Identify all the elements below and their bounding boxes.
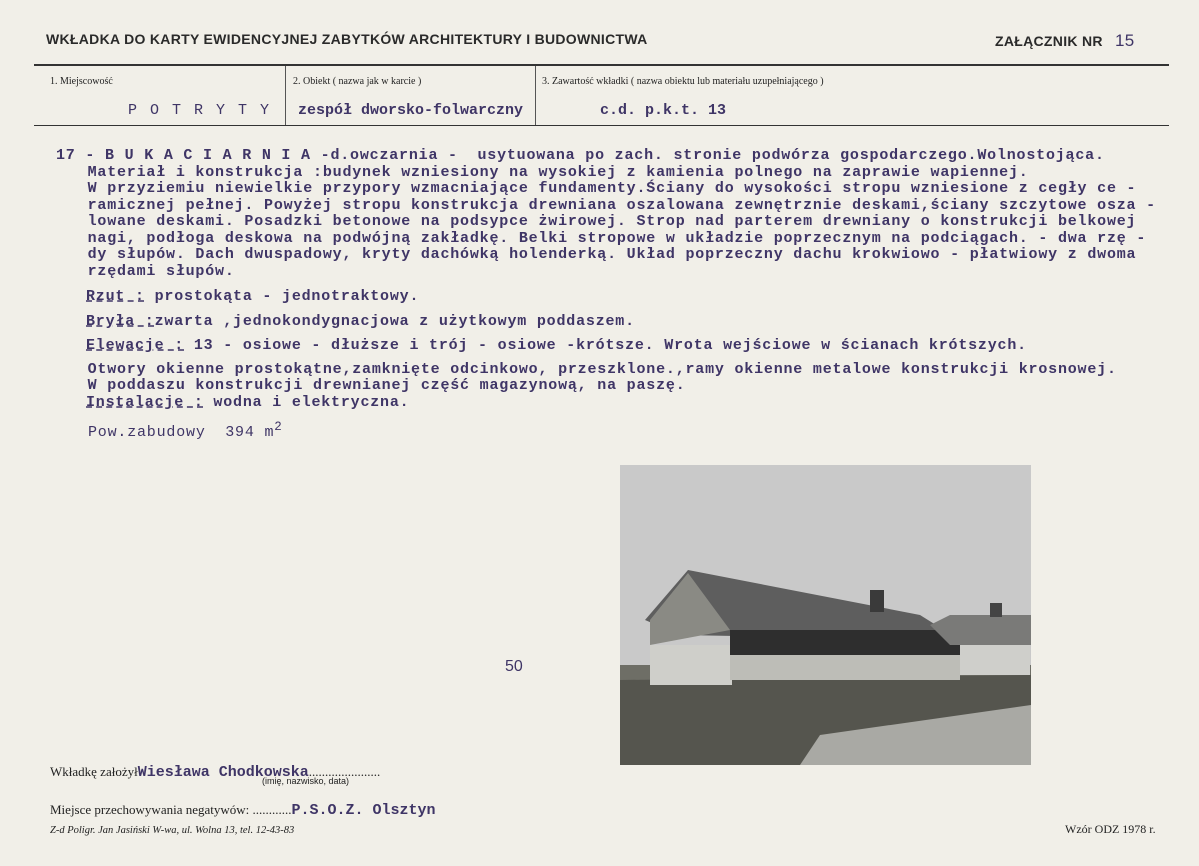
- section-value: 13 - osiowe - dłuższe i trój - osiowe -krótsze. Wrota wejściowe w ścianach krótszych.: [184, 337, 1027, 354]
- unit-superscript: 2: [274, 420, 283, 434]
- text-line: rzędami słupów.: [68, 263, 235, 280]
- form-number: Wzór ODZ 1978 r.: [1065, 822, 1156, 836]
- built-area: [88, 419, 283, 441]
- printer-note: Z-d Poligr. Jan Jasiński W-wa, ul. Wolna 13, tel. 12-43-83: [50, 825, 295, 836]
- author-value: Wiesława Chodkowska: [137, 764, 309, 781]
- text-line: W przyziemiu niewielkie przypory wzmacniające fundamenty.Ściany do wysokości stropu wzniesione z cegły ce -: [68, 180, 1137, 197]
- section-label: Rzut :: [86, 288, 145, 305]
- negatives-label: Miejsce przechowywania negatywów: ............: [50, 802, 292, 817]
- divider: [34, 64, 1169, 66]
- section-label: Bryła :: [86, 313, 155, 330]
- divider: [34, 125, 1169, 126]
- annex-label: [995, 31, 1135, 51]
- section-elewacje: [86, 337, 1027, 354]
- text-line: ramicznej pełnej. Powyżej stropu konstrukcja drewniana oszalowana zewnętrznie deskami,ściany szczytowe osza -: [68, 197, 1156, 214]
- building-photo: [620, 465, 1031, 765]
- dots: ......................: [308, 764, 381, 779]
- field-label-object: 2. Obiekt ( nazwa jak w karcie ): [293, 76, 422, 87]
- section-label: Elewacje :: [86, 337, 185, 354]
- contents-value: c.d. p.k.t. 13: [600, 102, 727, 119]
- built-area-value: 394 m: [225, 424, 275, 441]
- document-title: WKŁADKA DO KARTY EWIDENCYJNEJ ZABYTKÓW ARCHITEKTURY I BUDOWNICTWA: [46, 31, 648, 47]
- text-line: nagi, podłoga deskowa na podwójną zakładkę. Belki stropowe w układzie poprzecznym na podciągach. - dwa rzę -: [68, 230, 1147, 247]
- section-bryla: [86, 313, 635, 330]
- negatives-value: P.S.O.Z. Olsztyn: [291, 802, 436, 819]
- annex-label-text: ZAŁĄCZNIK NR: [995, 33, 1103, 49]
- author-label: Wkładkę założył: [50, 764, 138, 779]
- section-value: prostokąta - jednotraktowy.: [144, 288, 420, 305]
- text-line: 17 - B U K A C I A R N I A -d.owczarnia - usytuowana po zach. stronie podwórza gospodarczego.Wolnostojąca.: [56, 147, 1105, 164]
- author-hint: (imię, nazwisko, data): [262, 776, 350, 786]
- divider: [535, 66, 536, 126]
- section-instalacje: [86, 394, 409, 411]
- section-value: wodna i elektryczna.: [203, 394, 410, 411]
- built-area-label: Pow.zabudowy: [88, 424, 206, 441]
- section-value: zwarta ,jednokondygnacjowa z użytkowym poddaszem.: [154, 313, 635, 330]
- page-number: 50: [505, 658, 523, 675]
- field-label-contents: 3. Zawartość wkładki ( nazwa obiektu lub materiału uzupełniającego ): [542, 76, 824, 87]
- section-label: Instalacje :: [86, 394, 204, 411]
- field-label-place: 1. Miejscowość: [50, 76, 113, 87]
- text-line: lowane deskami. Posadzki betonowe na podsypce żwirowej. Strop nad parterem drewniany o konstrukcji belkowej: [68, 213, 1137, 230]
- negatives-row: [50, 802, 436, 819]
- text-line: W poddaszu konstrukcji drewnianej część magazynową, na paszę.: [68, 377, 686, 394]
- place-value: P O T R Y T Y: [128, 102, 272, 119]
- divider: [285, 66, 286, 126]
- text-line: Otwory okienne prostokątne,zamknięte odcinkowo, przeszklone.,ramy okienne metalowe konstrukcji krosnowej.: [68, 361, 1117, 378]
- object-value: zespół dworsko-folwarczny: [298, 102, 524, 119]
- text-line: Materiał i konstrukcja :budynek wzniesiony na wysokiej z kamienia polnego na zaprawie wapiennej.: [68, 164, 1029, 181]
- section-rzut: [86, 288, 419, 305]
- annex-number: 15: [1115, 31, 1135, 50]
- text-line: dy słupów. Dach dwuspadowy, kryty dachówką holenderką. Układ poprzeczny dachu krokwiowo - płatwiowy z dwoma: [68, 246, 1137, 263]
